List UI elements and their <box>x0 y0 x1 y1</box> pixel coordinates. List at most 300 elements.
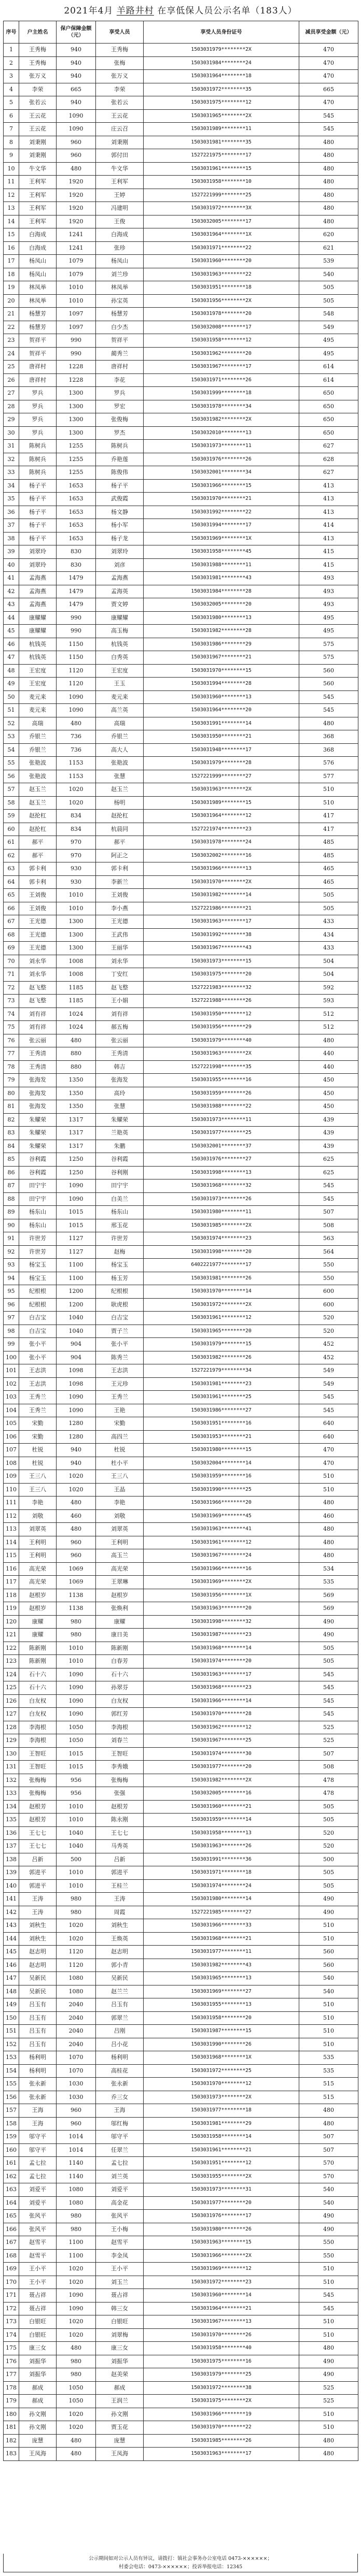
beneficiary-name: 张海发 <box>96 1074 144 1087</box>
member-amount: 510 <box>299 796 358 810</box>
household-amount: 940 <box>57 1457 96 1470</box>
id-number: 1503031971********18 <box>144 1866 299 1880</box>
table-row <box>4 2011 358 2025</box>
household-head: 朱耀荣 <box>19 1113 57 1127</box>
member-amount: 550 <box>299 2249 358 2263</box>
beneficiary-name: 王刘俊 <box>96 889 144 902</box>
household-head: 赵根芳 <box>19 1814 57 1827</box>
household-amount: 1317 <box>57 1127 96 1140</box>
household-amount: 1090 <box>57 1192 96 1206</box>
beneficiary-name: 杨明 <box>96 796 144 810</box>
table-row <box>4 1285 358 1299</box>
table-row <box>4 1536 358 1549</box>
id-number: 1503031966********16 <box>144 1562 299 1576</box>
id-number: 1503031964********18 <box>144 70 299 83</box>
household-amount: 1098 <box>57 1377 96 1391</box>
household-amount: 1020 <box>57 1932 96 1946</box>
row-index: 91 <box>4 1232 19 1246</box>
beneficiary-name: 刘秋生 <box>96 1919 144 1933</box>
household-amount: 990 <box>57 611 96 625</box>
row-index: 179 <box>4 2395 19 2408</box>
beneficiary-name: 白友权 <box>96 1694 144 1708</box>
member-amount: 508 <box>299 1761 358 1774</box>
id-number: 1503031961********25 <box>144 1391 299 1404</box>
table-row <box>4 1747 358 1761</box>
row-index: 69 <box>4 942 19 955</box>
row-index: 157 <box>4 2104 19 2118</box>
table-row <box>4 1787 358 1801</box>
beneficiary-name: 纪根根 <box>96 1285 144 1299</box>
beneficiary-name: 刘秉刚 <box>96 136 144 149</box>
household-amount: 1300 <box>57 426 96 440</box>
beneficiary-name: 白吉宝 <box>96 1312 144 1325</box>
household-head: 郭卡利 <box>19 862 57 876</box>
id-number: 1503031959********14 <box>144 1814 299 1827</box>
household-amount: 1100 <box>57 2236 96 2250</box>
beneficiary-name: 罗宏 <box>96 400 144 413</box>
table-row <box>4 2117 358 2131</box>
id-number: 1503031999********18 <box>144 387 299 400</box>
id-number: 1503031985********2X <box>144 1219 299 1232</box>
table-row <box>4 2355 358 2368</box>
table-row <box>4 690 358 704</box>
member-amount: 495 <box>299 334 358 348</box>
row-index: 132 <box>4 1774 19 1787</box>
id-number: 1503031972********3X <box>144 202 299 215</box>
household-amount: 940 <box>57 1444 96 1457</box>
table-row <box>4 704 358 717</box>
beneficiary-name: 孟七拉 <box>96 2157 144 2170</box>
beneficiary-name: 张云丽 <box>96 1034 144 1047</box>
id-number: 1503031968********21 <box>144 1932 299 1946</box>
household-amount: 1185 <box>57 995 96 1008</box>
id-number: 1503031971********22 <box>144 241 299 255</box>
beneficiary-name: 兰艳英 <box>96 1127 144 1140</box>
id-number: 1503031981********29 <box>144 2117 299 2131</box>
row-index: 160 <box>4 2143 19 2157</box>
member-amount: 650 <box>299 413 358 427</box>
member-amount: 490 <box>299 2368 358 2382</box>
household-head: 宋勤 <box>19 1417 57 1431</box>
row-index: 37 <box>4 519 19 533</box>
household-head: 王小平 <box>19 2263 57 2276</box>
household-head: 王志洪 <box>19 1364 57 1378</box>
row-index: 111 <box>4 1496 19 1510</box>
household-head: 杨慧芳 <box>19 321 57 334</box>
household-amount: 1020 <box>57 796 96 810</box>
table-row <box>4 1589 358 1602</box>
table-row <box>4 1272 358 1285</box>
row-index: 93 <box>4 1259 19 1272</box>
household-head: 李荣 <box>19 83 57 96</box>
table-row <box>4 862 358 876</box>
row-index: 134 <box>4 1800 19 1814</box>
row-index: 65 <box>4 889 19 902</box>
member-amount: 495 <box>299 611 358 625</box>
row-index: 112 <box>4 1509 19 1523</box>
household-head: 王光德 <box>19 942 57 955</box>
table-row <box>4 1576 358 1589</box>
beneficiary-name: 高大人 <box>96 743 144 757</box>
row-index: 142 <box>4 1906 19 1919</box>
table-row <box>4 255 358 268</box>
member-amount: 505 <box>299 1866 358 1880</box>
table-row <box>4 664 358 678</box>
id-number: 1503031976********27 <box>144 1153 299 1167</box>
household-amount: 1040 <box>57 1312 96 1325</box>
household-head: 张小平 <box>19 1351 57 1364</box>
household-head: 郭进平 <box>19 1866 57 1880</box>
id-number: 1503031967********25 <box>144 1734 299 1748</box>
member-amount: 470 <box>299 56 358 70</box>
row-index: 122 <box>4 1642 19 1655</box>
table-row <box>4 928 358 942</box>
household-amount: 665 <box>57 83 96 96</box>
member-amount: 621 <box>299 241 358 255</box>
household-amount: 1040 <box>57 1840 96 1853</box>
household-amount: 1015 <box>57 1219 96 1232</box>
household-head: 王利军 <box>19 215 57 228</box>
id-number: 1503031966********33 <box>144 1919 299 1933</box>
member-amount: 505 <box>299 1642 358 1655</box>
beneficiary-name: 邢玉花 <box>96 1219 144 1232</box>
household-head: 赵志明 <box>19 1946 57 1959</box>
member-amount: 560 <box>299 678 358 691</box>
household-amount: 1020 <box>57 1470 96 1484</box>
id-number: 1503031965********20 <box>144 1325 299 1338</box>
household-head: 石十六 <box>19 1668 57 1681</box>
id-number: 1503031975********12 <box>144 96 299 110</box>
beneficiary-name: 赵美荣 <box>96 2368 144 2382</box>
row-index: 135 <box>4 1814 19 1827</box>
household-amount: 960 <box>57 1549 96 1563</box>
household-head: 牛文华 <box>19 162 57 176</box>
household-amount: 1008 <box>57 968 96 982</box>
household-amount: 1255 <box>57 453 96 466</box>
row-index: 1 <box>4 44 19 57</box>
household-head: 王三八 <box>19 1470 57 1484</box>
id-number: 1503031951********18 <box>144 281 299 295</box>
row-index: 82 <box>4 1113 19 1127</box>
household-amount: 1050 <box>57 2381 96 2395</box>
table-row <box>4 823 358 836</box>
id-number: 1503031976********17 <box>144 2210 299 2223</box>
table-row <box>4 162 358 176</box>
member-amount: 480 <box>299 176 358 189</box>
table-row <box>4 1192 358 1206</box>
beneficiary-name: 朱耀荣 <box>96 1113 144 1127</box>
id-number: 1503032001********37 <box>144 1140 299 1153</box>
household-head: 杨子平 <box>19 506 57 519</box>
table-row <box>4 1523 358 1536</box>
row-index: 105 <box>4 1417 19 1431</box>
id-number: 1503031975********2X <box>144 2395 299 2408</box>
table-row <box>4 2395 358 2408</box>
household-amount: 956 <box>57 1787 96 1801</box>
row-index: 131 <box>4 1761 19 1774</box>
household-amount: 1050 <box>57 1734 96 1748</box>
row-index: 3 <box>4 70 19 83</box>
id-number: 1503031951********12 <box>144 2157 299 2170</box>
household-head: 杨凤山 <box>19 255 57 268</box>
household-amount: 1097 <box>57 321 96 334</box>
row-index: 66 <box>4 902 19 915</box>
row-index: 133 <box>4 1787 19 1801</box>
household-head: 许世芳 <box>19 1232 57 1246</box>
table-row <box>4 334 358 348</box>
table-row <box>4 2289 358 2302</box>
id-number: 1503031991********14 <box>144 717 299 730</box>
household-head: 王秀兰 <box>19 1404 57 1417</box>
household-head: 刘秋生 <box>19 1919 57 1933</box>
household-head: 张小平 <box>19 1338 57 1351</box>
id-number: 1503031980********15 <box>144 1444 299 1457</box>
id-number: 1503031979********25 <box>144 2368 299 2382</box>
member-amount: 614 <box>299 361 358 374</box>
member-amount: 545 <box>299 1404 358 1417</box>
row-index: 168 <box>4 2249 19 2263</box>
table-row <box>4 176 358 189</box>
household-head: 高瑞 <box>19 717 57 730</box>
member-amount: 450 <box>299 1100 358 1114</box>
id-number: 1503031980********13 <box>144 611 299 625</box>
id-number: 1503031998********20 <box>144 1245 299 1259</box>
row-index: 128 <box>4 1721 19 1734</box>
household-amount: 1653 <box>57 532 96 545</box>
household-amount: 980 <box>57 1906 96 1919</box>
row-index: 173 <box>4 2315 19 2329</box>
id-number: 1503031998********13 <box>144 1166 299 1179</box>
member-amount: 510 <box>299 1998 358 2012</box>
member-amount: 525 <box>299 1734 358 1748</box>
member-amount: 625 <box>299 1166 358 1179</box>
table-row <box>4 202 358 215</box>
row-index: 171 <box>4 2289 19 2302</box>
household-amount: 1040 <box>57 1826 96 1840</box>
household-amount: 1008 <box>57 955 96 968</box>
id-number: 1503031973********15 <box>144 955 299 968</box>
household-head: 王云花 <box>19 109 57 123</box>
household-head: 王秀兰 <box>19 1391 57 1404</box>
household-amount: 1030 <box>57 2091 96 2104</box>
household-amount: 1030 <box>57 2078 96 2091</box>
beneficiary-name: 赵志明 <box>96 1946 144 1959</box>
id-number: 1503031974********30 <box>144 1747 299 1761</box>
household-amount: 1090 <box>57 2302 96 2315</box>
household-amount: 1653 <box>57 493 96 506</box>
member-amount: 480 <box>299 1536 358 1549</box>
member-amount: 569 <box>299 1602 358 1616</box>
household-head: 赵飞整 <box>19 981 57 995</box>
table-row <box>4 889 358 902</box>
row-index: 85 <box>4 1153 19 1167</box>
household-amount: 1300 <box>57 387 96 400</box>
household-amount: 956 <box>57 1774 96 1787</box>
table-row <box>4 1668 358 1681</box>
household-head: 张云丽 <box>19 1034 57 1047</box>
household-amount: 1069 <box>57 1562 96 1576</box>
household-amount: 1015 <box>57 1761 96 1774</box>
row-index: 71 <box>4 968 19 982</box>
beneficiary-name: 刘兰英 <box>96 2170 144 2183</box>
id-number: 1503032008********17 <box>144 321 299 334</box>
member-amount: 510 <box>299 2421 358 2435</box>
household-amount: 2040 <box>57 2011 96 2025</box>
id-number: 1503031971********26 <box>144 373 299 387</box>
household-amount: 1317 <box>57 1113 96 1127</box>
row-index: 176 <box>4 2355 19 2368</box>
row-index: 177 <box>4 2368 19 2382</box>
table-row <box>4 2342 358 2355</box>
beneficiary-name: 王翠琳 <box>96 1576 144 1589</box>
beneficiary-name: 高光荣 <box>96 1562 144 1576</box>
household-amount: 480 <box>57 1523 96 1536</box>
id-number: 1527221988********26 <box>144 995 299 1008</box>
household-head: 陈树兵 <box>19 453 57 466</box>
household-amount: 834 <box>57 823 96 836</box>
household-head: 王利军 <box>19 202 57 215</box>
id-number: 1503031986********29 <box>144 638 299 651</box>
beneficiary-name: 吴新民 <box>96 1972 144 1985</box>
household-head: 孟海燕 <box>19 598 57 612</box>
id-number: 1527221979********34 <box>144 1364 299 1378</box>
id-number: 1503031966********15 <box>144 479 299 493</box>
household-head: 杨利明 <box>19 2051 57 2065</box>
table-row <box>4 2368 358 2382</box>
household-amount: 904 <box>57 1338 96 1351</box>
row-index: 127 <box>4 1708 19 1721</box>
household-amount: 1300 <box>57 413 96 427</box>
beneficiary-name: 牛文华 <box>96 162 144 176</box>
beneficiary-name: 王宏度 <box>96 664 144 678</box>
member-amount: 508 <box>299 1219 358 1232</box>
household-head: 张梅梅 <box>19 1774 57 1787</box>
row-index: 21 <box>4 308 19 321</box>
member-amount: 480 <box>299 215 358 228</box>
household-amount: 1097 <box>57 308 96 321</box>
household-amount: 1010 <box>57 1879 96 1893</box>
row-index: 140 <box>4 1879 19 1893</box>
row-index: 159 <box>4 2131 19 2144</box>
household-head: 陈新刚 <box>19 1642 57 1655</box>
id-number: 1503031955********2X <box>144 2170 299 2183</box>
table-row <box>4 2302 358 2315</box>
beneficiary-name: 康三女 <box>96 2342 144 2355</box>
member-amount: 569 <box>299 1589 358 1602</box>
member-amount: 520 <box>299 1826 358 1840</box>
household-amount: 834 <box>57 810 96 823</box>
table-row <box>4 2091 358 2104</box>
household-amount: 1090 <box>57 2289 96 2302</box>
row-index: 7 <box>4 123 19 136</box>
member-amount: 560 <box>299 664 358 678</box>
household-amount: 736 <box>57 743 96 757</box>
row-index: 17 <box>4 255 19 268</box>
table-row <box>4 189 358 202</box>
household-amount: 1014 <box>57 2143 96 2157</box>
table-row <box>4 2381 358 2395</box>
household-amount: 1185 <box>57 981 96 995</box>
row-index: 180 <box>4 2408 19 2421</box>
member-amount: 510 <box>299 1932 358 1946</box>
table-row <box>4 1959 358 1972</box>
table-row <box>4 1800 358 1814</box>
household-amount: 1317 <box>57 1140 96 1153</box>
table-row <box>4 730 358 744</box>
beneficiary-name: 高金花 <box>96 2196 144 2210</box>
table-row <box>4 1113 358 1127</box>
household-amount: 1300 <box>57 400 96 413</box>
id-number: 1527221999********25 <box>144 189 299 202</box>
member-amount: 600 <box>299 1285 358 1299</box>
row-index: 153 <box>4 2051 19 2065</box>
id-number: 1503031989********15 <box>144 796 299 810</box>
household-amount: 1138 <box>57 1602 96 1616</box>
row-index: 100 <box>4 1351 19 1364</box>
id-number: 1503031963********22 <box>144 268 299 281</box>
household-amount: 1079 <box>57 268 96 281</box>
id-number: 1503031953********21 <box>144 1430 299 1444</box>
table-row <box>4 1325 358 1338</box>
member-amount: 545 <box>299 1681 358 1695</box>
table-row <box>4 572 358 585</box>
table-row <box>4 810 358 823</box>
id-number: 1503031970********12 <box>144 2078 299 2091</box>
beneficiary-name: 刘翠英 <box>96 1523 144 1536</box>
table-row <box>4 1761 358 1774</box>
member-amount: 507 <box>299 2143 358 2157</box>
household-amount: 1300 <box>57 928 96 942</box>
table-row <box>4 717 358 730</box>
id-number: 1503031963********2X <box>144 783 299 797</box>
member-amount: 510 <box>299 2276 358 2289</box>
table-row <box>4 1153 358 1167</box>
row-index: 104 <box>4 1404 19 1417</box>
household-head: 唐祥村 <box>19 373 57 387</box>
row-index: 11 <box>4 176 19 189</box>
household-amount: 1255 <box>57 440 96 453</box>
member-amount: 480 <box>299 2104 358 2118</box>
household-head: 李海根 <box>19 1734 57 1748</box>
beneficiary-name: 王七七 <box>96 1826 144 1840</box>
household-head: 罗兵 <box>19 387 57 400</box>
row-index: 73 <box>4 995 19 1008</box>
id-number: 1503031979********40 <box>144 1034 299 1047</box>
household-amount: 1069 <box>57 1576 96 1589</box>
id-number: 1503031972********2X <box>144 1298 299 1312</box>
id-number: 1503031974********20 <box>144 1655 299 1668</box>
table-row <box>4 1404 358 1417</box>
beneficiary-name: 王志洪 <box>96 1364 144 1378</box>
household-amount: 940 <box>57 44 96 57</box>
member-amount: 490 <box>299 1615 358 1629</box>
beneficiary-name: 庄云召 <box>96 123 144 136</box>
row-index: 41 <box>4 572 19 585</box>
beneficiary-name: 康耀耀 <box>96 611 144 625</box>
row-index: 14 <box>4 215 19 228</box>
id-number: 1503031978********24 <box>144 836 299 850</box>
id-number: 1503031968********32 <box>144 1179 299 1193</box>
table-row <box>4 1047 358 1061</box>
household-head: 陈树兵 <box>19 440 57 453</box>
member-amount: 433 <box>299 915 358 929</box>
row-index: 40 <box>4 558 19 572</box>
beneficiary-name: 陈树兵 <box>96 440 144 453</box>
id-number: 1503031979********28 <box>144 757 299 770</box>
id-number: 1503031981********23 <box>144 1377 299 1391</box>
table-row <box>4 1259 358 1272</box>
beneficiary-name: 杨子龙 <box>96 532 144 545</box>
